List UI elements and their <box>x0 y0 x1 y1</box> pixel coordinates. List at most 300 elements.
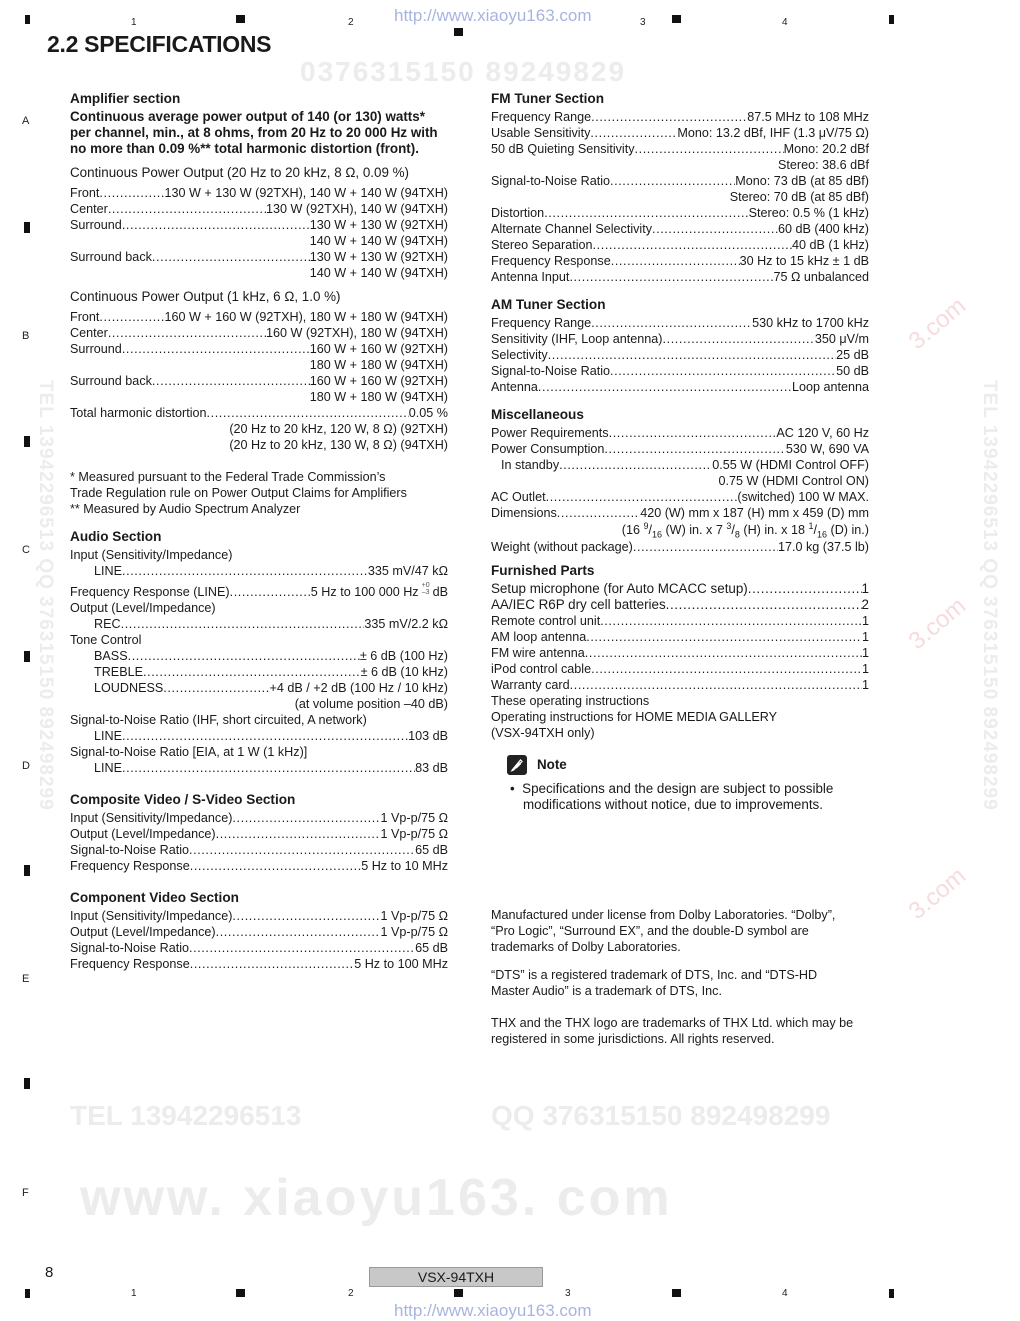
spec-label: Input (Sensitivity/Impedance) <box>70 909 233 923</box>
audio-output-title: Output (Level/Impedance) <box>70 601 216 615</box>
spec-label: In standby <box>501 458 560 472</box>
footnote-1b: Trade Regulation rule on Power Output Claims for Amplifiers <box>70 486 407 500</box>
spec-value: 530 W, 690 VA <box>785 442 869 456</box>
grid-row-b: B <box>22 330 30 342</box>
watermark-tel-right: TEL 13942296513 QQ 376315150 892498299 <box>979 380 1000 811</box>
spec-value: 103 dB <box>408 729 448 743</box>
leader-dots <box>216 924 381 940</box>
spec-label: LINE <box>94 564 122 578</box>
spec-label: Alternate Channel Selectivity <box>491 222 653 236</box>
spec-row <box>491 677 869 693</box>
leader-dots <box>748 581 862 597</box>
spec-label: AM loop antenna <box>491 630 587 644</box>
spec-row <box>70 249 448 265</box>
spec-value-continued: 180 W + 180 W (94TXH) <box>309 358 448 372</box>
spec-value-continued: Stereo: 38.6 dBf <box>777 158 869 172</box>
spec-label: Signal-to-Noise Ratio <box>491 364 610 378</box>
snr1-title: Signal-to-Noise Ratio (IHF, short circuited, A network) <box>70 713 367 727</box>
leader-dots <box>663 331 815 347</box>
leader-dots <box>652 221 778 237</box>
legal-dolby-3: trademarks of Dolby Laboratories. <box>491 940 681 954</box>
spec-value: 1 Vp-p/75 Ω <box>380 827 448 841</box>
spec-label: AC Outlet <box>491 490 546 504</box>
spec-row <box>70 217 448 233</box>
leader-dots <box>122 217 310 233</box>
registration-mark <box>24 865 30 876</box>
watermark-top-numbers: 0376315150 89249829 <box>300 56 627 87</box>
spec-value: 335 mV/2.2 kΩ <box>364 617 448 631</box>
spec-label: Warranty card <box>491 678 570 692</box>
header-url: http://www.xiaoyu163.com <box>394 6 592 25</box>
spec-row <box>491 505 869 521</box>
registration-mark <box>24 1078 30 1089</box>
spec-label: FM wire antenna <box>491 646 585 660</box>
registration-mark <box>889 1289 894 1298</box>
dim-d-num: 1 <box>808 520 814 531</box>
leader-dots <box>232 810 380 826</box>
spec-value: 1 <box>861 646 869 660</box>
watermark-stamp-1: 3.com <box>903 292 972 355</box>
spec-label: Antenna Input <box>491 270 570 284</box>
spec-label: Frequency Range <box>491 110 592 124</box>
leader-dots <box>216 826 381 842</box>
note-bullet <box>499 781 869 813</box>
registration-mark <box>25 1289 30 1298</box>
spec-row <box>70 616 448 632</box>
grid-column-2: 2 <box>348 17 354 28</box>
spec-value: +4 dB / +2 dB (100 Hz / 10 kHz) <box>269 681 448 695</box>
grid-column-1: 1 <box>131 17 137 28</box>
spec-value: 335 mV/47 kΩ <box>367 564 448 578</box>
spec-value: 5 Hz to 100 MHz <box>354 957 448 971</box>
spec-value: 130 W + 130 W (92TXH) <box>309 218 448 232</box>
spec-value: 130 W + 130 W (92TXH) <box>309 250 448 264</box>
furnished-extra-2: Operating instructions for HOME MEDIA GALLERY <box>491 710 778 724</box>
leader-dots <box>548 347 836 363</box>
spec-label: Frequency Response <box>491 254 611 268</box>
cpo2-list <box>70 309 448 453</box>
spec-value: 0.55 W (HDMI Control OFF) <box>712 458 869 472</box>
legal-dolby <box>491 907 881 955</box>
dim-h-den: 8 <box>734 529 740 540</box>
spec-row <box>70 940 448 956</box>
leader-dots <box>122 728 408 744</box>
spec-row <box>491 109 869 125</box>
spec-value: 25 dB <box>836 348 869 362</box>
grid-column-4: 4 <box>782 17 788 28</box>
spec-value: 1 Vp-p/75 Ω <box>380 909 448 923</box>
spec-value-continued: (20 Hz to 20 kHz, 120 W, 8 Ω) (92TXH) <box>229 422 448 436</box>
spec-row <box>491 425 869 441</box>
spec-row <box>491 141 869 157</box>
spec-row <box>70 309 448 325</box>
spec-row <box>70 201 448 217</box>
spec-row <box>70 842 448 858</box>
dim-w-unit: (W) in. x 7 <box>665 523 723 537</box>
spec-row <box>491 125 869 141</box>
amplifier-heading: Amplifier section <box>70 91 181 106</box>
spec-row <box>70 858 448 874</box>
spec-row <box>491 645 869 661</box>
spec-row <box>70 325 448 341</box>
spec-row <box>491 331 869 347</box>
right-column <box>491 91 869 813</box>
spec-row <box>70 563 448 579</box>
registration-mark <box>24 436 30 447</box>
spec-label: Remote control unit <box>491 614 601 628</box>
spec-value: 50 dB <box>836 364 869 378</box>
spec-row <box>491 253 869 269</box>
leader-dots <box>163 680 269 696</box>
pencil-icon <box>507 755 527 775</box>
registration-mark <box>24 222 30 233</box>
leader-dots <box>604 441 786 457</box>
watermark-bottom-url: www. xiaoyu163. com <box>80 1169 673 1227</box>
legal-dts-1: “DTS” is a registered trademark of DTS, Inc. and “DTS-HD <box>491 968 818 982</box>
spec-row <box>491 237 869 253</box>
note-label: Note <box>537 757 567 772</box>
spec-label: Weight (without package) <box>491 540 633 554</box>
spec-row <box>70 582 448 600</box>
spec-label: Antenna <box>491 380 538 394</box>
leader-dots <box>190 956 354 972</box>
spec-value: Mono: 13.2 dBf, IHF (1.3 μV/75 Ω) <box>677 126 869 140</box>
leader-dots <box>122 563 368 579</box>
dim-h-unit: (H) in. x 18 <box>743 523 805 537</box>
legal-thx <box>491 1015 881 1047</box>
grid-row-e: E <box>22 973 30 985</box>
spec-row <box>491 315 869 331</box>
spec-row <box>491 629 869 645</box>
spec-row <box>70 924 448 940</box>
spec-row <box>70 956 448 972</box>
leader-dots <box>190 858 361 874</box>
grid-row-c: C <box>22 544 30 556</box>
component-heading: Component Video Section <box>70 890 239 905</box>
spec-value: 350 μV/m <box>814 332 869 346</box>
spec-row <box>491 661 869 677</box>
spec-row <box>491 539 869 555</box>
spec-value: 1 <box>861 614 869 628</box>
spec-label: Total harmonic distortion <box>70 406 207 420</box>
registration-mark <box>24 651 30 662</box>
leader-dots <box>593 237 792 253</box>
leader-dots <box>538 379 792 395</box>
furnished-extra-3: (VSX-94TXH only) <box>491 726 595 740</box>
spec-label: Surround <box>70 342 122 356</box>
spec-row <box>491 221 869 237</box>
spec-value-continued: (20 Hz to 20 kHz, 130 W, 8 Ω) (94TXH) <box>229 438 448 452</box>
spec-value: 160 W + 160 W (92TXH) <box>309 374 448 388</box>
registration-mark <box>672 15 681 23</box>
spec-value: AC 120 V, 60 Hz <box>776 426 869 440</box>
grid-row-d: D <box>22 760 30 772</box>
leader-dots <box>611 253 740 269</box>
spec-value: 1 Vp-p/75 Ω <box>380 925 448 939</box>
leader-dots <box>122 341 310 357</box>
freq-value: 5 Hz to 100 000 Hz <box>310 585 419 599</box>
tolerance <box>422 582 430 596</box>
leader-dots <box>590 125 677 141</box>
spec-value: 75 Ω unbalanced <box>773 270 869 284</box>
spec-value: ± 6 dB (100 Hz) <box>359 649 448 663</box>
snr2-title: Signal-to-Noise Ratio [EIA, at 1 W (1 kHz)] <box>70 745 308 759</box>
spec-row <box>70 680 448 696</box>
spec-value: Stereo: 0.5 % (1 kHz) <box>748 206 869 220</box>
leader-dots <box>635 141 784 157</box>
spec-row <box>491 457 869 473</box>
spec-value: 130 W (92TXH), 140 W (94TXH) <box>266 202 448 216</box>
spec-label: Power Consumption <box>491 442 605 456</box>
spec-row <box>491 597 869 613</box>
grid-column-4-bottom: 4 <box>782 1288 788 1299</box>
spec-row <box>70 810 448 826</box>
spec-row <box>70 664 448 680</box>
spec-label: iPod control cable <box>491 662 592 676</box>
spec-label: REC <box>94 617 121 631</box>
spec-value: 160 W + 160 W (92TXH), 180 W + 180 W (94TXH) <box>164 310 448 324</box>
spec-row <box>70 341 448 357</box>
grid-column-1-bottom: 1 <box>131 1288 137 1299</box>
watermark-stamp-2: 3.com <box>903 592 972 655</box>
spec-row <box>70 405 448 421</box>
spec-value: 530 kHz to 1700 kHz <box>752 316 869 330</box>
spec-label: Front <box>70 186 100 200</box>
leader-dots <box>569 269 773 285</box>
spec-row <box>70 648 448 664</box>
watermark-mid-qq: QQ 376315150 892498299 <box>491 1100 831 1131</box>
dim-w-den: 16 <box>651 529 662 540</box>
spec-value: 17.0 kg (37.5 lb) <box>777 540 869 554</box>
leader-dots <box>586 629 862 645</box>
spec-label: LINE <box>94 761 122 775</box>
watermark-stamp-3: 3.com <box>903 862 972 925</box>
leader-dots <box>143 664 361 680</box>
spec-label: Dimensions <box>491 506 557 520</box>
spec-label: Surround back <box>70 250 152 264</box>
spec-value: 30 Hz to 15 kHz ± 1 dB <box>739 254 869 268</box>
spec-row <box>491 441 869 457</box>
misc-heading: Miscellaneous <box>491 407 584 422</box>
leader-dots <box>585 645 862 661</box>
leader-dots <box>544 205 748 221</box>
spec-label: LINE <box>94 729 122 743</box>
leader-dots <box>232 908 380 924</box>
bullet-icon: • <box>510 781 515 796</box>
registration-mark <box>236 1289 245 1297</box>
legal-thx-2: registered in some jurisdictions. All rights reserved. <box>491 1032 775 1046</box>
grid-row-f: F <box>22 1187 29 1199</box>
legal-dolby-1: Manufactured under license from Dolby Laboratories. “Dolby”, <box>491 908 836 922</box>
spec-label: BASS <box>94 649 128 663</box>
tolerance-minus: –3 <box>421 589 430 596</box>
tolerance-plus: +0 <box>421 582 430 589</box>
leader-dots <box>152 373 310 389</box>
spec-row <box>70 185 448 201</box>
spec-value-continued: Stereo: 70 dB (at 85 dBf) <box>729 190 869 204</box>
tone-control-title: Tone Control <box>70 633 142 647</box>
spec-value: 1 Vp-p/75 Ω <box>380 811 448 825</box>
watermark-tel-left: TEL 13942296513 QQ 376315150 892498299 <box>35 380 56 811</box>
page-number: 8 <box>45 1264 54 1281</box>
leader-dots <box>609 425 777 441</box>
fm-heading: FM Tuner Section <box>491 91 605 106</box>
leader-dots <box>189 940 415 956</box>
legal-dolby-2: “Pro Logic”, “Surround EX”, and the double-D symbol are <box>491 924 809 938</box>
leader-dots <box>633 539 778 555</box>
am-heading: AM Tuner Section <box>491 297 606 312</box>
spec-row <box>491 379 869 395</box>
model-label: VSX-94TXH <box>369 1267 543 1287</box>
cpo2-title: Continuous Power Output (1 kHz, 6 Ω, 1.0 %) <box>70 289 341 304</box>
dim-d-den: 16 <box>817 529 828 540</box>
spec-value: 420 (W) mm x 187 (H) mm x 459 (D) mm <box>640 506 869 520</box>
cpo1-list <box>70 185 448 281</box>
spec-value <box>311 582 448 600</box>
spec-value: 130 W + 130 W (92TXH), 140 W + 140 W (94TXH) <box>164 186 448 200</box>
spec-label: Usable Sensitivity <box>491 126 591 140</box>
spec-row <box>70 826 448 842</box>
spec-label: Output (Level/Impedance) <box>70 827 216 841</box>
furnished-extra-1: These operating instructions <box>491 694 650 708</box>
grid-column-3-bottom: 3 <box>565 1288 571 1299</box>
spec-value-continued: 140 W + 140 W (94TXH) <box>309 266 448 280</box>
leader-dots <box>546 489 738 505</box>
spec-label: Power Requirements <box>491 426 609 440</box>
leader-dots <box>591 315 752 331</box>
spec-row <box>491 363 869 379</box>
dim-d-unit: (D) in.) <box>830 523 869 537</box>
spec-value: 160 W + 160 W (92TXH) <box>309 342 448 356</box>
leader-dots <box>600 613 862 629</box>
legal-dts <box>491 967 881 999</box>
note-header <box>507 755 869 775</box>
spec-label: LOUDNESS <box>94 681 164 695</box>
spec-label: Signal-to-Noise Ratio <box>491 174 610 188</box>
spec-value: 87.5 MHz to 108 MHz <box>747 110 869 124</box>
spec-value-continued: 180 W + 180 W (94TXH) <box>309 390 448 404</box>
spec-value: 60 dB (400 kHz) <box>778 222 869 236</box>
spec-label: Frequency Response <box>70 957 190 971</box>
spec-label: Surround back <box>70 374 152 388</box>
spec-label: TREBLE <box>94 665 143 679</box>
leader-dots <box>207 405 409 421</box>
spec-value: 1 <box>861 662 869 676</box>
dim-h-num: 3 <box>726 520 732 531</box>
spec-row <box>70 908 448 924</box>
leader-dots <box>99 185 164 201</box>
spec-value: (switched) 100 W MAX. <box>737 490 869 504</box>
spec-value: ± 6 dB (10 kHz) <box>360 665 448 679</box>
footnote-2: ** Measured by Audio Spectrum Analyzer <box>70 502 301 516</box>
spec-label: Center <box>70 202 108 216</box>
spec-label: Signal-to-Noise Ratio <box>70 941 189 955</box>
grid-column-2-bottom: 2 <box>348 1288 354 1299</box>
spec-label: Surround <box>70 218 122 232</box>
spec-label: Frequency Range <box>491 316 592 330</box>
furnished-heading: Furnished Parts <box>491 563 595 578</box>
registration-mark <box>236 15 245 23</box>
spec-label: Output (Level/Impedance) <box>70 925 216 939</box>
footer-url: http://www.xiaoyu163.com <box>394 1301 592 1320</box>
leader-dots <box>591 109 747 125</box>
spec-row <box>491 205 869 221</box>
spec-row <box>70 760 448 776</box>
spec-label: Frequency Response <box>70 859 190 873</box>
amplifier-intro: Continuous average power output of 140 (or 130) watts* per channel, min., at 8 ohms, from 20 Hz to 20 000 Hz with no more than 0.09 %** total harmonic distortion (front). <box>70 109 438 156</box>
spec-row <box>70 373 448 389</box>
leader-dots <box>108 325 266 341</box>
spec-label: Front <box>70 310 100 324</box>
spec-value: 40 dB (1 kHz) <box>792 238 869 252</box>
leader-dots <box>570 677 862 693</box>
leader-dots <box>610 363 836 379</box>
spec-value: 160 W (92TXH), 180 W (94TXH) <box>266 326 448 340</box>
leader-dots <box>610 173 735 189</box>
legal-dts-2: Master Audio” is a trademark of DTS, Inc. <box>491 984 722 998</box>
spec-value: 1 <box>861 581 869 596</box>
leader-dots <box>99 309 164 325</box>
grid-column-3: 3 <box>640 17 646 28</box>
leader-dots <box>128 648 360 664</box>
leader-dots <box>230 584 311 600</box>
dimensions-inches: (16 $^9/_{16}$ (W) in. x 7 $^3/_8$ (H) in. x 18 $^1/_{16}$ (D) in.) <box>621 520 869 540</box>
spec-row <box>491 581 869 597</box>
spec-value: Mono: 73 dB (at 85 dBf) <box>735 174 869 188</box>
page-title: 2.2 SPECIFICATIONS <box>47 31 272 57</box>
leader-dots <box>666 597 862 613</box>
watermark-mid-tel: TEL 13942296513 <box>70 1100 302 1131</box>
spec-label: Center <box>70 326 108 340</box>
leader-dots <box>591 661 862 677</box>
left-column <box>70 91 448 972</box>
registration-mark <box>454 28 463 36</box>
registration-mark <box>889 15 894 24</box>
spec-label: 50 dB Quieting Sensitivity <box>491 142 635 156</box>
spec-label: Stereo Separation <box>491 238 593 252</box>
spec-row <box>491 347 869 363</box>
dim-w-num: 9 <box>643 520 649 531</box>
leader-dots <box>122 760 415 776</box>
legal-thx-1: THX and the THX logo are trademarks of THX Ltd. which may be <box>491 1016 854 1030</box>
leader-dots <box>121 616 365 632</box>
spec-label: Sensitivity (IHF, Loop antenna) <box>491 332 663 346</box>
spec-label: Signal-to-Noise Ratio <box>70 843 189 857</box>
spec-value: Mono: 20.2 dBf <box>783 142 869 156</box>
spec-value: 1 <box>861 630 869 644</box>
spec-value: 1 <box>861 678 869 692</box>
registration-mark <box>25 15 30 24</box>
composite-heading: Composite Video / S-Video Section <box>70 792 296 807</box>
spec-row <box>491 613 869 629</box>
freq-unit: dB <box>432 585 448 599</box>
spec-row <box>491 489 869 505</box>
spec-value: 83 dB <box>415 761 448 775</box>
spec-value: Loop antenna <box>791 380 869 394</box>
audio-heading: Audio Section <box>70 529 162 544</box>
footnote-1: * Measured pursuant to the Federal Trade Commission’s <box>70 470 386 484</box>
audio-input-title: Input (Sensitivity/Impedance) <box>70 548 233 562</box>
spec-value: 65 dB <box>415 941 448 955</box>
grid-row-a: A <box>22 115 30 127</box>
leader-dots <box>557 505 640 521</box>
spec-row <box>70 728 448 744</box>
spec-row <box>491 269 869 285</box>
note-text-1: Specifications and the design are subject to possible <box>522 781 834 796</box>
spec-value: 2 <box>861 597 869 612</box>
dim-open: (16 <box>621 523 640 537</box>
spec-value: 5 Hz to 10 MHz <box>361 859 448 873</box>
